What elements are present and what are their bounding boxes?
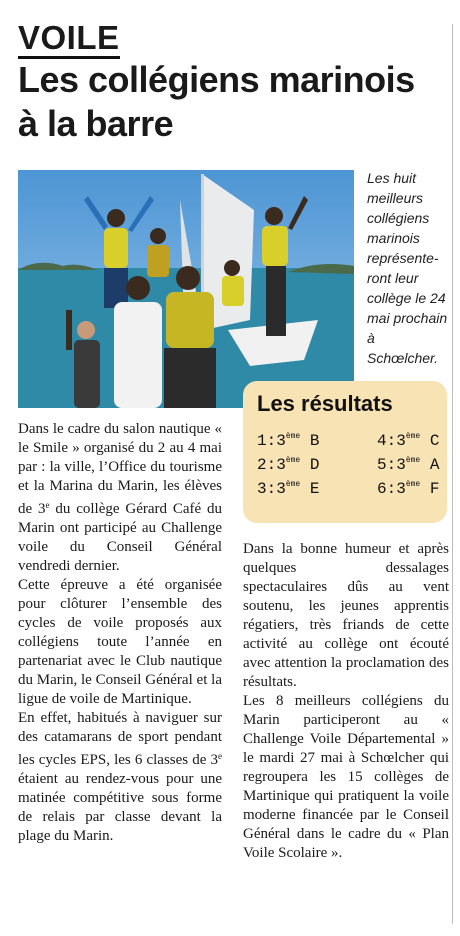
person-figure — [147, 228, 169, 277]
photo-caption: Les huit meilleurs collégiens marinois représente-ront leur collège le 24 mai prochain à Schœlcher. — [367, 170, 448, 366]
article-photo — [18, 170, 354, 408]
article-column-left — [18, 420, 222, 846]
body-paragraph: Les 8 meilleurs collégiens du Marin participeront au « Challenge Voile Départemental » le mardi 27 mai à Schœlcher qui regroupera les 15 collèges de Martinique qui pratiquent la voile moderne financée par le Conseil Général dans le cadre du « Plan Voile Scolaire ». — [243, 693, 449, 861]
result-row: 3:3ème E — [257, 480, 320, 498]
result-row: 5:3ème A — [377, 456, 440, 474]
result-row: 4:3ème C — [377, 432, 440, 450]
article-column-right — [243, 540, 449, 863]
body-paragraph: Cette épreuve a été organisée pour clôturer l’ensemble des cycles de voile proposés aux collégiens toute l’année en partenariat avec le Club nautique du Marin, le Conseil Général et la ligue de voile de Martinique. — [18, 577, 222, 707]
body-paragraph: En effet, habitués à naviguer sur des catamarans de sport pendant les cycles EPS, les 6 classes de 3e étaient au rendez-vous pour une matinée compétitive sous forme de relais par classe devant la plage du Marin. — [18, 710, 222, 844]
article-headline: Les collégiens marinois à la barre — [18, 59, 415, 144]
body-paragraph: Dans le cadre du salon nautique « le Smile » organisé du 2 au 4 mai par : la ville, l’Office du tourisme et la Marina du Marin, les élèves de 3e du collège Gérard Café du Marin ont participé au Challenge voile du Conseil Général vendredi dernier. — [18, 421, 222, 574]
result-row: 2:3ème D — [257, 456, 320, 474]
body-paragraph: Dans la bonne humeur et après quelques dessalages spectaculaires dûs au vent soutenu, les jeunes apprentis régatiers, très friands de cette activité au collège ont écouté avec attention la proclamation des résultats. — [243, 541, 449, 690]
results-box — [243, 381, 447, 523]
sailing-photo-illustration — [18, 170, 354, 408]
results-title: Les résultats — [257, 391, 393, 416]
result-row: 6:3ème F — [377, 480, 440, 498]
section-kicker: VOILE — [18, 20, 120, 59]
result-row: 1:3ème B — [257, 432, 320, 450]
column-rule — [452, 24, 453, 924]
